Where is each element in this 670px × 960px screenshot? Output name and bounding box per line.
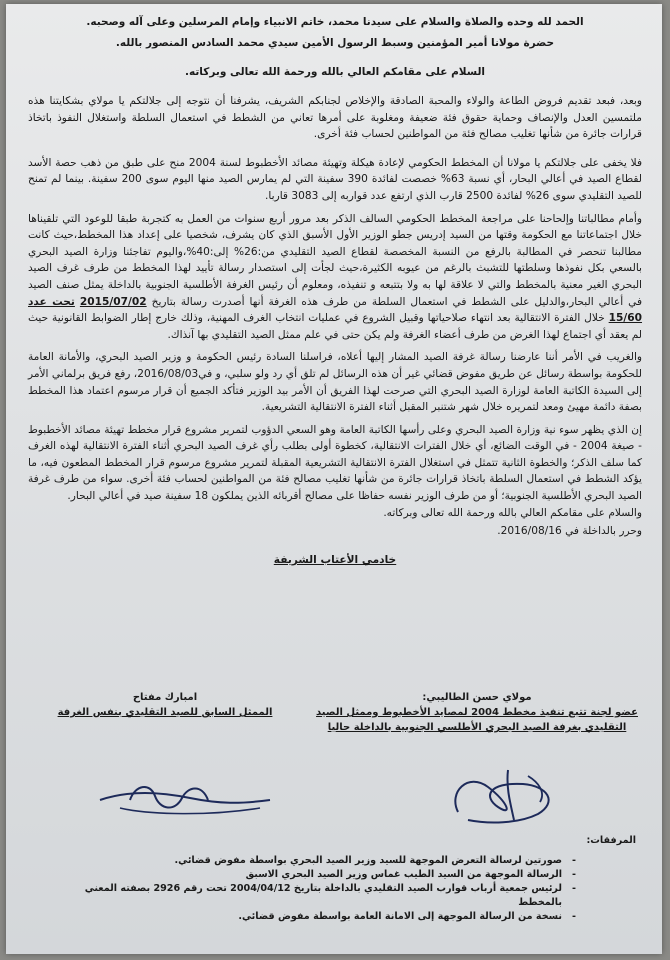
attachments-list — [46, 854, 576, 924]
paragraph-bad-faith: إن الذي يظهر سوء نية وزارة الصيد البحري وعلى رأسها الكاتبة العامة وهو السعي الدؤوب لتمرير مشروع قرار مخطط تهيئة مصائد الأخطبوط - صيغة 2004 - في الوقت الضائع، أي خلال الفترات الانتقالية، كخطوة أولى بطلب رأي غرف الصيد البحري أثناء الفترة الانتقالية لهذه الغرف كما سلف الذكر؛ والخطوة الثانية تتمثل في استغلال الفترة الانتقالية التشريعية المقبلة لتمرير مشروع مرسوم قرار المخطط المطعون فيه، ما يؤكد الشطط في استعمال السلطة باتخاذ قرارات جائرة من شأنها تغليب مصالح فئة من المواطنين لحساب فئة أخرى. سواء من طرف غرفة الصيد البحري الأطلسية الجنوبية؛ أو من طرف الوزير نفسه حفاظا على مصالح أقربائه الذين يملكون 18 سفينة صيد في أعالي البحار. — [28, 423, 642, 503]
attachment-item: - نسخة من الرسالة الموجهة إلى الامانة العامة بواسطة مفوض قضائي. — [46, 910, 562, 924]
document-page — [6, 4, 662, 954]
signatory-left-title: الممثل السابق للصيد التقليدي بنفس الغرفة — [57, 707, 273, 718]
handwritten-signature-right — [428, 762, 578, 832]
place-and-date: وحرر بالداخلة في 2016/08/16. — [497, 525, 642, 538]
attachments-title: المرفقات: — [586, 835, 636, 846]
signatory-right-title-2: التقليدي بغرفة الصيد البحري الأطلسي الجنوبية بالداخلة حاليا — [327, 722, 627, 733]
paragraph-intro: وبعد، فبعد تقديم فروض الطاعة والولاء والمحبة الصادقة والإخلاص لجنابكم الشريف، يشرفنا أن نتوجه إلى جلالتكم يا مولاي بشكايتنا هذه ملتمسين العدل والإنصاف وحماية حقوق فئة ضعيفة ومغلوبة على أمرها تعاني من الشطط في استعمال السلطة واستغلال النفوذ باتخاذ قرارات جائرة من شأنها تغليب مصالح فئة من المواطنين لحساب فئة أخرى. — [28, 95, 642, 141]
addressee: حضرة مولانا أمير المؤمنين وسبط الرسول الأمين سيدي محمد السادس المنصور بالله. — [115, 37, 555, 49]
signatory-right-name: مولاي حسن الطاليبي: — [422, 692, 532, 703]
signatory-right — [312, 690, 642, 735]
salutation: السلام على مقامكم العالي بالله ورحمة الله تعالى وبركاته. — [185, 66, 485, 78]
letter-body — [28, 14, 642, 568]
handwritten-signature-left — [90, 770, 280, 830]
signatory-left-name: امبارك مفتاح — [132, 692, 198, 703]
opening-praise: الحمد لله وحده والصلاة والسلام على سيدنا محمد، خاتم الانبياء وإمام المرسلين وعلى آله وصحبه. — [86, 16, 584, 28]
signatory-right-title-1: عضو لجنة تتبع تنفيذ مخطط 2004 لمصايد الأخطبوط وممثل الصيد — [316, 707, 638, 718]
letter-date: 2015/07/02 — [79, 295, 147, 308]
letter-number: 15/60 — [608, 312, 643, 325]
attachment-item: - لرئيس جمعية أرباب قوارب الصيد التقليدي بالداخلة بتاريخ 2004/04/12 تحت رقم 2926 بصفته المعني بالمخطط — [46, 882, 562, 910]
attachment-item: - صورتين لرسالة التعرض الموجهة للسيد وزير الصيد البحري بواسطة مفوض قضائي. — [46, 854, 562, 868]
attachment-item: - الرسالة الموجهة من السيد الطيب غماس وزير الصيد البحري الاسبق — [46, 868, 562, 882]
attachments — [46, 834, 636, 924]
signatories-heading: خادمي الأعتاب الشريفة — [273, 553, 397, 566]
paragraph-plan-2004: فلا يخفى على جلالتكم يا مولانا أن المخطط الحكومي لإعادة هيكلة وتهيئة مصائد الأخطبوط لسنة 2004 منح على طبق من ذهب حصة الأسد لقطاع الصيد في أعالي البحار، أي نسبة 63% خصصت لفائدة 390 سفينة التي لم يمارس الصيد منها اليوم سوى 200 سفينة. بينما لم تمنح للصيد التقليدي سوى 26% لفائدة 2500 قارب الذي ارتفع عدد قواربه إلى 3083 قاربا. — [28, 156, 643, 202]
signatory-left — [50, 690, 280, 720]
paragraph-objection: والغريب في الأمر أننا عارضنا رسالة غرفة الصيد المشار إليها أعلاه، فراسلنا السادة رئيس الحكومة و وزير الصيد البحري، والأمانة العامة للحكومة بواسطة رسائل عن طريق مفوض قضائي غير أن هذه الرسائل لم تلق أي رد ولو سلبي، و في2016/08/03، رفع فريق برلماني الأمر إلى السيدة الكاتبة العامة لوزارة الصيد البحري التي صرحت لهذا الفريق أن الأمر بيد الوزير فتأكد الجميع أن قرار مرسوم اعتماد هذا المخطط بصفة دائمة مهيئ ومعد لتمريره خلال شهر شتنبر المقبل أثناء الفترة الانتقالية التشريعية. — [28, 351, 642, 414]
paragraph-demands: وأمام مطالباتنا وإلحاحنا على مراجعة المخطط الحكومي السالف الذكر بعد مرور أربع سنوات من العمل به كتجربة طبقا للوعود التي تلقيناها خلال اجتماعاتنا مع الحكومة وقتها من السيد إدريس جطو الوزير الأول الأسبق الذي كان يشرف، شخصيا على إعداد هذا المخطط،حيث كانت مطالبنا تنحصر في المطالبة بالرفع من النسبة المخصصة لقطاع الصيد التقليدي من:26% إلى:40%،واليوم تفاجئنا وزارة الصيد البحري بالسعي بكل نفوذها وسلطتها للتشبث بالرغم من عيوبه الكثيرة،حيث لجأت إلى استصدار رسالة تأييد لهذا المخطط من طرف غرف الصيد البحري الغير معنية بالمخطط والتي لا علاقة لها به ولا بتتبعه و تنفيذه، ومعلوم أن رئيس الغرفة الأطلسية الجنوبية بالداخلة يمثل صنف الصيد في أعالي البحار،والدليل على الشطط في استعمال السلطة من طرف هذه الغرفة أنها أصدرت رسالة بتاريخ 2015/07/02 تحت عدد 15/60 خلال الفترة الانتقالية بعد انتهاء صلاحياتها وقبيل الشروع في عمليات انتخاب الغرف المهنية، وذلك خارج إطار الضوابط القانونية حيث لم يعقد أي اجتماع لهذا الغرض من طرف أعضاء الغرفة ولم يكن حتى في علم ممثل الصيد التقليدي بها آنذاك. — [28, 212, 643, 341]
closing-greeting: والسلام على مقامكم العالي بالله ورحمة الله تعالى وبركاته. — [383, 506, 642, 519]
